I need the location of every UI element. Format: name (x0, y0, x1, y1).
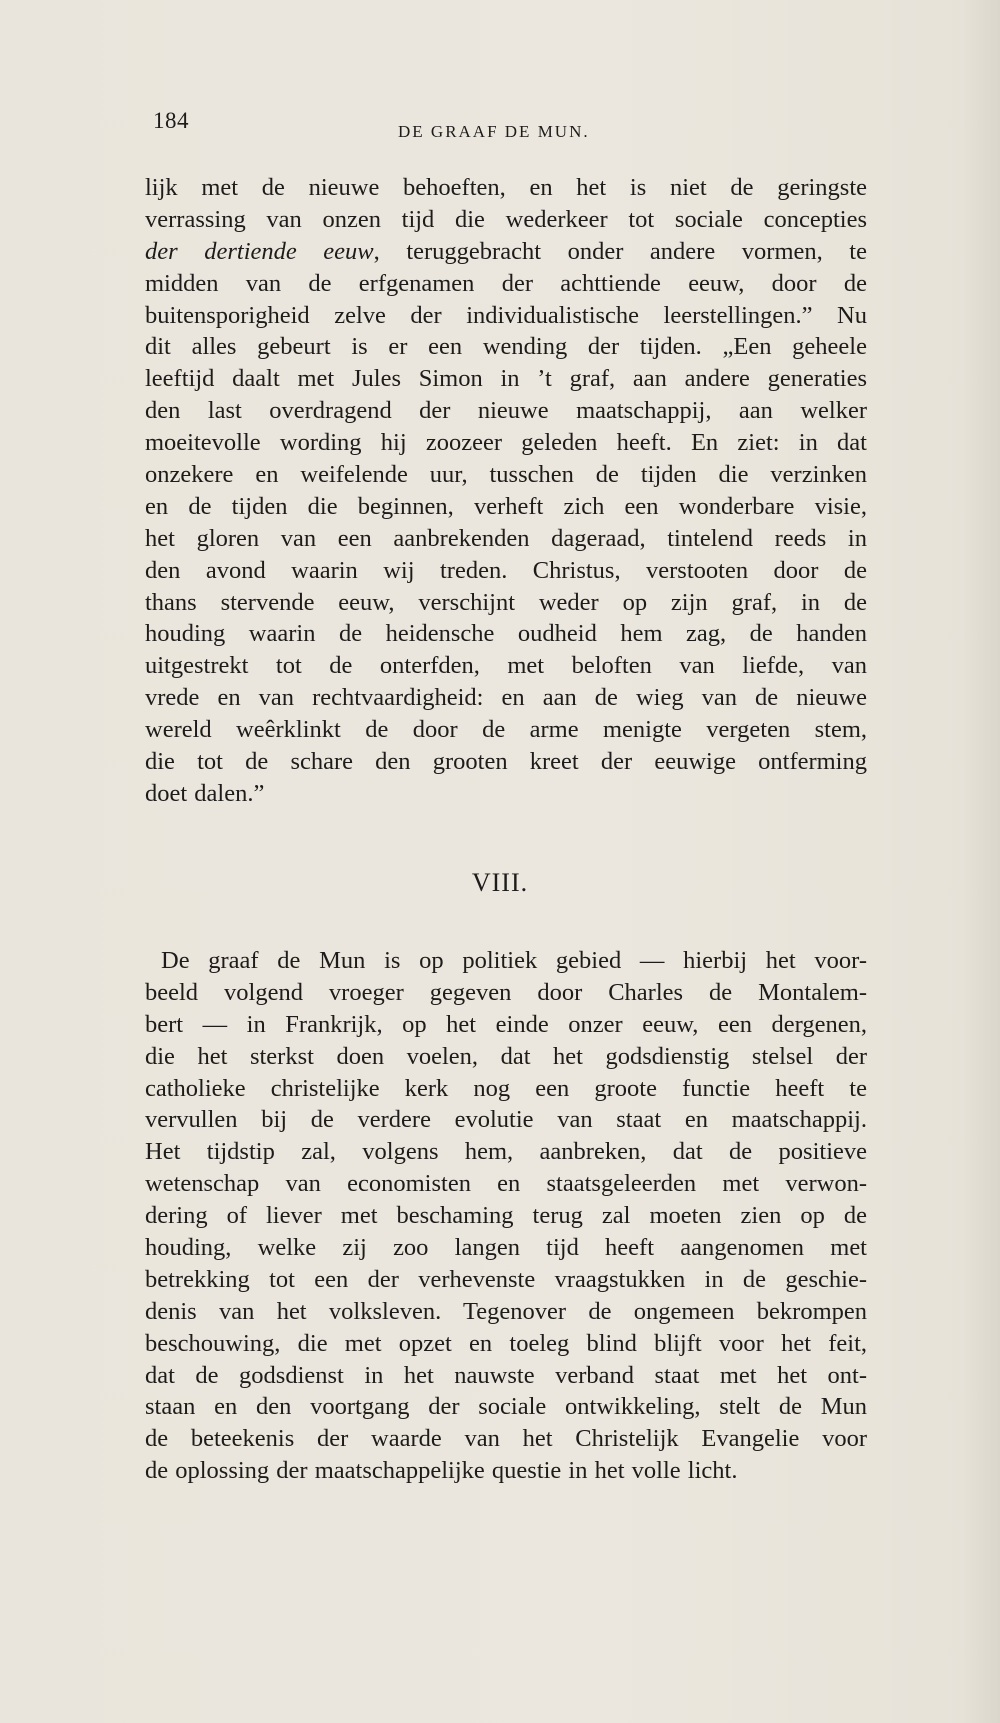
text-line: buitensporigheid zelve der individualistische leerstellingen.” Nu (145, 301, 867, 329)
text-line: betrekking tot een der verhevenste vraagstukken in de geschie- (145, 1265, 867, 1293)
italic-phrase: der dertiende eeuw (145, 237, 374, 265)
text-line: beeld volgend vroeger gegeven door Charles de Montalem- (145, 978, 867, 1006)
text-line: denis van het volksleven. Tegenover de ongemeen bekrompen (145, 1297, 867, 1325)
section-heading (0, 868, 1000, 898)
text-line: die het sterkst doen voelen, dat het godsdienstig stelsel der (145, 1042, 867, 1070)
text-line: onzekere en weifelende uur, tusschen de tijden die verzinken (145, 461, 867, 489)
text-line: houding, welke zij zoo langen tijd heeft aangenomen met (145, 1234, 867, 1262)
text-line: lijk met de nieuwe behoeften, en het is niet de geringste (145, 174, 867, 201)
text-line: dat de godsdienst in het nauwste verband staat met het ont- (145, 1361, 867, 1389)
text-line: De graaf de Mun is op politiek gebied — hierbij het voor- (161, 947, 867, 974)
text-line: uitgestrekt tot de onterfden, met beloften van liefde, van (145, 652, 867, 680)
text-line: doet dalen.” (145, 779, 265, 807)
text-line: bert — in Frankrijk, op het einde onzer eeuw, een dergenen, (145, 1010, 867, 1038)
text-line: thans stervende eeuw, verschijnt weder op zijn graf, in de (145, 588, 867, 616)
text-line: den last overdragend der nieuwe maatschappij, aan welker (145, 397, 867, 425)
text-line: vervullen bij de verdere evolutie van staat en maatschappij. (145, 1106, 867, 1134)
page-number: 184 (153, 108, 189, 133)
section-numeral: VIII. (471, 868, 529, 897)
text-line: catholieke christelijke kerk nog een groote functie heeft te (145, 1074, 867, 1102)
text-line: dering of liever met beschaming terug zal moeten zien op de (145, 1202, 867, 1230)
text-line: die tot de schare den grooten kreet der eeuwige ontferming (145, 748, 867, 776)
text-line: moeitevolle wording hij zoozeer geleden heeft. En ziet: in dat (145, 429, 867, 457)
text-line: dit alles gebeurt is er een wending der tijden. „Een geheele (145, 333, 867, 361)
text-line: beschouwing, die met opzet en toeleg blind blijft voor het feit, (145, 1329, 867, 1357)
text-line: Het tijdstip zal, volgens hem, aanbreken, dat de positieve (145, 1138, 867, 1166)
text-line: staan en den voortgang der sociale ontwikkeling, stelt de Mun (145, 1393, 867, 1421)
text-line: den avond waarin wij treden. Christus, verstooten door de (145, 556, 867, 584)
text-line: vrede en van rechtvaardigheid: en aan de wieg van de nieuwe (145, 684, 867, 712)
paragraph-1 (145, 172, 867, 810)
text-line: wereld weêrklinkt de door de arme menigte vergeten stem, (145, 716, 867, 744)
text-line: leeftijd daalt met Jules Simon in ’t graf, aan andere generaties (145, 365, 867, 393)
text-line: de oplossing der maatschappelijke questie in het volle licht. (145, 1457, 738, 1485)
text-line: de beteekenis der waarde van het Christelijk Evangelie voor (145, 1425, 867, 1453)
running-head: DE GRAAF DE MUN. (398, 122, 590, 141)
paragraph-2 (145, 945, 867, 1487)
text-line: wetenschap van economisten en staatsgeleerden met verwon- (145, 1170, 867, 1198)
text-line: het gloren van een aanbrekenden dageraad, tintelend reeds in (145, 524, 867, 552)
text-line: en de tijden die beginnen, verheft zich een wonderbare visie, (145, 492, 867, 520)
text-line: der dertiende eeuw, teruggebracht onder andere vormen, te (145, 237, 867, 265)
page-edge-shadow (960, 0, 1000, 1723)
text-line: houding waarin de heidensche oudheid hem zag, de handen (145, 620, 867, 648)
text-line: midden van de erfgenamen der achttiende eeuw, door de (145, 269, 867, 297)
text-line: verrassing van onzen tijd die wederkeer tot sociale concepties (145, 205, 867, 233)
